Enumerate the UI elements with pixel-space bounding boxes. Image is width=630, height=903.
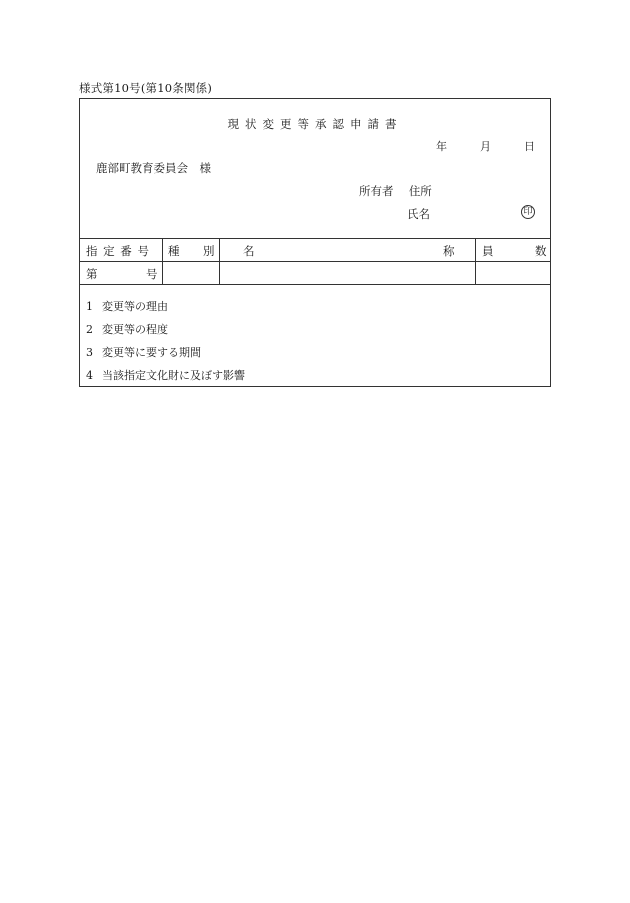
seal-mark: 印 (521, 205, 535, 219)
table-row-divider (80, 261, 550, 262)
header-type-second: 別 (203, 244, 215, 258)
date-month-label: 月 (480, 140, 491, 153)
application-form-frame (79, 98, 551, 387)
date-day-label: 日 (524, 140, 535, 153)
table-bottom-border (80, 284, 550, 285)
number-suffix: 号 (146, 267, 158, 281)
column-divider (162, 238, 163, 284)
date-year-label: 年 (436, 140, 447, 153)
header-name-second: 称 (443, 244, 455, 258)
header-name-first: 名 (243, 244, 255, 258)
header-count-first: 員 (482, 244, 494, 258)
list-item: 2 変更等の程度 (86, 323, 168, 336)
table-top-border (80, 238, 550, 239)
date-line (436, 138, 535, 154)
list-item: 3 変更等に要する期間 (86, 346, 201, 359)
owner-address-line (359, 183, 432, 199)
header-type-first: 種 (168, 244, 180, 258)
header-designation-number: 指 定 番 号 (86, 244, 150, 258)
number-prefix: 第 (86, 267, 98, 281)
addressee: 鹿部町教育委員会 様 (96, 161, 211, 175)
list-item: 4 当該指定文化財に及ぼす影響 (86, 369, 245, 382)
address-label: 住所 (408, 184, 432, 198)
owner-label: 所有者 (359, 184, 394, 198)
list-item: 1 変更等の理由 (86, 300, 168, 313)
column-divider (219, 238, 220, 284)
header-count-second: 数 (535, 244, 547, 258)
column-divider (475, 238, 476, 284)
form-number-label: 様式第10号(第10条関係) (79, 81, 213, 95)
document-title: 現状変更等承認申請書 (227, 117, 403, 131)
name-label: 氏名 (407, 207, 430, 221)
